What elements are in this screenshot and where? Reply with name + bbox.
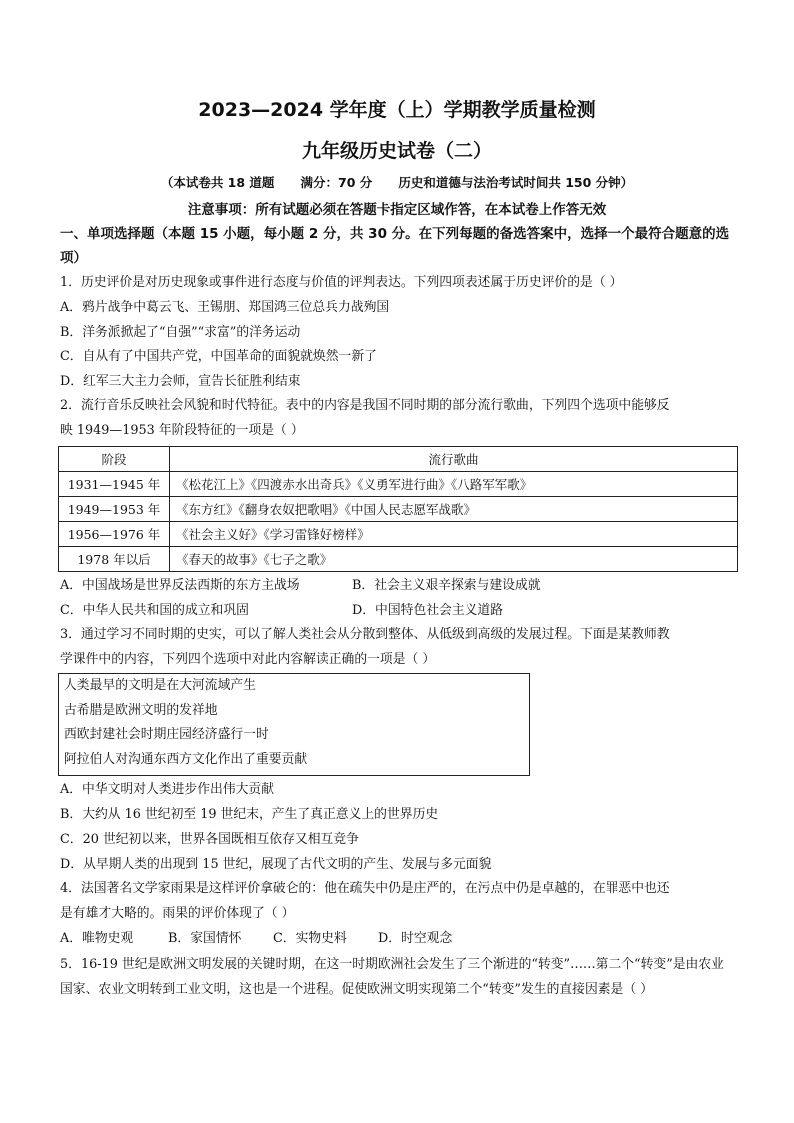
exam-title: 2023—2024 学年度（上）学期教学质量检测 bbox=[198, 99, 596, 121]
question-2-option-c: C．中华人民共和国的成立和巩固 bbox=[60, 603, 249, 618]
table-row bbox=[59, 497, 738, 522]
exam-info: （本试卷共 18 道题 满分：70 分 历史和道德与法治考试时间共 150 分钟） bbox=[160, 175, 634, 190]
songs-table bbox=[58, 446, 738, 572]
question-3-stem-line2: 学课件中的内容，下列四个选项中对此内容解读正确的一项是（ ） bbox=[60, 652, 436, 667]
table-row bbox=[59, 472, 738, 497]
question-3-option-a: A．中华文明对人类进步作出伟大贡献 bbox=[60, 782, 274, 797]
question-3-stem-line1: 3．通过学习不同时期的史实，可以了解人类社会从分散到整体、从低级到高级的发展过程。下面是某教师教 bbox=[60, 627, 670, 642]
table-cell-stage: 1931—1945 年 bbox=[59, 472, 170, 497]
table-cell-songs: 《社会主义好》《学习雷锋好榜样》 bbox=[170, 522, 738, 547]
question-4-option-c: C．实物史料 bbox=[273, 931, 347, 946]
table-header-stage: 阶段 bbox=[59, 447, 170, 472]
question-2-option-b: B．社会主义艰辛探索与建设成就 bbox=[352, 578, 541, 593]
question-2-stem-line2: 映 1949—1953 年阶段特征的一项是（ ） bbox=[60, 423, 304, 438]
question-4-stem-line1: 4．法国著名文学家雨果是这样评价拿破仑的：他在疏失中仍是庄严的，在污点中仍是卓越的，在罪恶中也还 bbox=[60, 881, 670, 896]
table-cell-stage: 1978 年以后 bbox=[59, 547, 170, 572]
question-4-option-a: A．唯物史观 bbox=[60, 931, 134, 946]
courseware-line: 人类最早的文明是在大河流域产生 bbox=[64, 678, 256, 693]
question-5-stem: 5．16-19 世纪是欧洲文明发展的关键时期，在这一时期欧洲社会发生了三个渐进的“转变”……第二个“转变”是由农业国家、农业文明转到工业文明，这也是一个进程。促使欧洲文明实现第二个“转变”发生的直接因素是（ ） bbox=[60, 957, 724, 997]
question-4-stem-line2: 是有雄才大略的。雨果的评价体现了（ ） bbox=[60, 906, 295, 921]
table-row bbox=[59, 547, 738, 572]
table-cell-songs: 《松花江上》《四渡赤水出奇兵》《义勇军进行曲》《八路军军歌》 bbox=[170, 472, 738, 497]
question-4-option-b: B．家国情怀 bbox=[168, 931, 242, 946]
table-row bbox=[59, 522, 738, 547]
question-1-stem: 1．历史评价是对历史现象或事件进行态度与价值的评判表达。下列四项表述属于历史评价的是（ ） bbox=[60, 275, 623, 290]
table-header-songs: 流行歌曲 bbox=[170, 447, 738, 472]
table-cell-songs: 《东方红》《翻身农奴把歌唱》《中国人民志愿军战歌》 bbox=[170, 497, 738, 522]
table-cell-songs: 《春天的故事》《七子之歌》 bbox=[170, 547, 738, 572]
question-1-option-c: C．自从有了中国共产党，中国革命的面貌就焕然一新了 bbox=[60, 349, 377, 364]
question-3-option-b: B．大约从 16 世纪初至 19 世纪末，产生了真正意义上的世界历史 bbox=[60, 807, 439, 822]
courseware-line: 古希腊是欧洲文明的发祥地 bbox=[64, 702, 218, 718]
exam-notice: 注意事项：所有试题必须在答题卡指定区域作答，在本试卷上作答无效 bbox=[187, 202, 607, 218]
question-1-option-d: D．红军三大主力会师，宣告长征胜利结束 bbox=[60, 374, 301, 389]
question-1-option-a: A．鸦片战争中葛云飞、王锡朋、郑国鸿三位总兵力战殉国 bbox=[60, 300, 390, 315]
question-4-option-d: D．时空观念 bbox=[378, 931, 453, 946]
exam-subtitle: 九年级历史试卷（二） bbox=[301, 140, 492, 162]
table-header-row bbox=[59, 447, 738, 472]
question-2-stem-line1: 2．流行音乐反映社会风貌和时代特征。表中的内容是我国不同时期的部分流行歌曲，下列四个选项中能够反 bbox=[60, 398, 670, 413]
section-heading: 一、单项选择题（本题 15 小题，每小题 2 分，共 30 分。在下列每题的备选答案中，选择一个最符合题意的选项） bbox=[60, 226, 730, 266]
question-2-option-d: D．中国特色社会主义道路 bbox=[352, 603, 504, 618]
courseware-line: 西欧封建社会时期庄园经济盛行一时 bbox=[64, 727, 269, 742]
courseware-box bbox=[58, 673, 530, 776]
table-cell-stage: 1956—1976 年 bbox=[59, 522, 170, 547]
question-1-option-b: B．洋务派掀起了“自强”“求富”的洋务运动 bbox=[60, 325, 301, 340]
courseware-line: 阿拉伯人对沟通东西方文化作出了重要贡献 bbox=[64, 751, 308, 767]
question-3-option-d: D．从早期人类的出现到 15 世纪，展现了古代文明的产生、发展与多元面貌 bbox=[60, 857, 492, 872]
question-3-option-c: C．20 世纪初以来，世界各国既相互依存又相互竞争 bbox=[60, 832, 359, 847]
question-2-option-a: A．中国战场是世界反法西斯的东方主战场 bbox=[60, 578, 300, 593]
table-cell-stage: 1949—1953 年 bbox=[59, 497, 170, 522]
